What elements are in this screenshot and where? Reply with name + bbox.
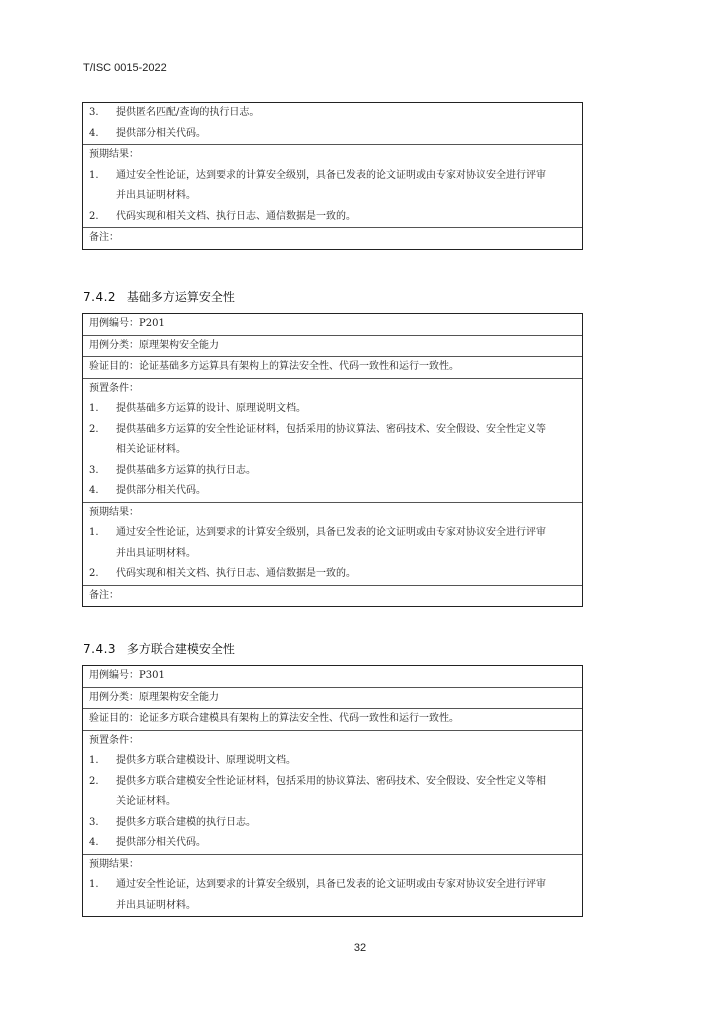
test-case-table-p301 [82, 665, 583, 917]
list-item: 3. 提供基础多方运算的执行日志。 [89, 464, 256, 476]
prereq-section [83, 378, 582, 502]
case-id: 用例编号：P301 [89, 670, 165, 681]
expected-label: 预期结果： [89, 506, 139, 518]
section-number: 7.4.2 [83, 290, 117, 304]
case-category: 用例分类：原理架构安全能力 [89, 339, 219, 351]
section-number: 7.4.3 [83, 642, 117, 656]
prereq-section [83, 730, 582, 854]
list-item: 4. 提供部分相关代码。 [89, 485, 206, 496]
list-item: 1. 通过安全性论证，达到要求的计算安全级别，具备已发表的论文证明或由专家对协议安全进行评审 并出具证明材料。 [89, 879, 546, 911]
list-item: 1. 提供多方联合建模设计、原理说明文档。 [89, 755, 296, 766]
list-item: 4. 提供部分相关代码。 [89, 127, 206, 139]
page-number: 32 [353, 942, 367, 954]
section-heading [83, 640, 235, 657]
list-item: 2. 提供多方联合建模安全性论证材料，包括采用的协议算法、密码技术、安全假设、安全性定义等相 关论证材料。 [89, 775, 546, 807]
section-heading [83, 288, 235, 305]
expected-section [83, 854, 582, 917]
case-purpose: 验证目的：论证多方联合建模具有架构上的算法安全性、代码一致性和运行一致性。 [89, 713, 459, 724]
test-case-table-p201 [82, 313, 583, 607]
list-item: 2. 提供基础多方运算的安全性论证材料，包括采用的协议算法、密码技术、安全假设、安全性定义等 相关论证材料。 [89, 423, 546, 455]
list-item: 3. 提供匿名匹配/查询的执行日志。 [89, 107, 260, 118]
prereq-label: 预置条件： [89, 382, 139, 394]
list-item: 4. 提供部分相关代码。 [89, 837, 206, 848]
remarks-section [83, 227, 582, 249]
list-item: 1. 通过安全性论证，达到要求的计算安全级别，具备已发表的论文证明或由专家对协议安全进行评审 并出具证明材料。 [89, 527, 546, 559]
remarks-label: 备注： [89, 589, 119, 601]
section-title: 多方联合建模安全性 [126, 642, 235, 656]
remarks-section [83, 585, 582, 607]
list-item: 2. 代码实现和相关文档、执行日志、通信数据是一致的。 [89, 210, 356, 222]
case-purpose: 验证目的：论证基础多方运算具有架构上的算法安全性、代码一致性和运行一致性。 [89, 361, 459, 372]
expected-label: 预期结果： [89, 858, 139, 870]
list-item: 1. 通过安全性论证，达到要求的计算安全级别，具备已发表的论文证明或由专家对协议安全进行评审 并出具证明材料。 [89, 169, 546, 201]
prereq-label: 预置条件： [89, 734, 139, 746]
expected-section [83, 144, 582, 227]
list-item: 2. 代码实现和相关文档、执行日志、通信数据是一致的。 [89, 568, 356, 579]
expected-label: 预期结果： [89, 149, 139, 160]
case-id: 用例编号：P201 [89, 318, 165, 329]
prereq-section [83, 103, 582, 144]
list-item: 3. 提供多方联合建模的执行日志。 [89, 816, 256, 828]
list-item: 1. 提供基础多方运算的设计、原理说明文档。 [89, 403, 306, 414]
expected-section [83, 502, 582, 585]
document-header: T/ISC 0015-2022 [83, 62, 167, 74]
section-title: 基础多方运算安全性 [126, 290, 235, 304]
test-case-table-continued [82, 102, 583, 250]
case-category: 用例分类：原理架构安全能力 [89, 691, 219, 703]
remarks-label: 备注： [89, 232, 119, 243]
